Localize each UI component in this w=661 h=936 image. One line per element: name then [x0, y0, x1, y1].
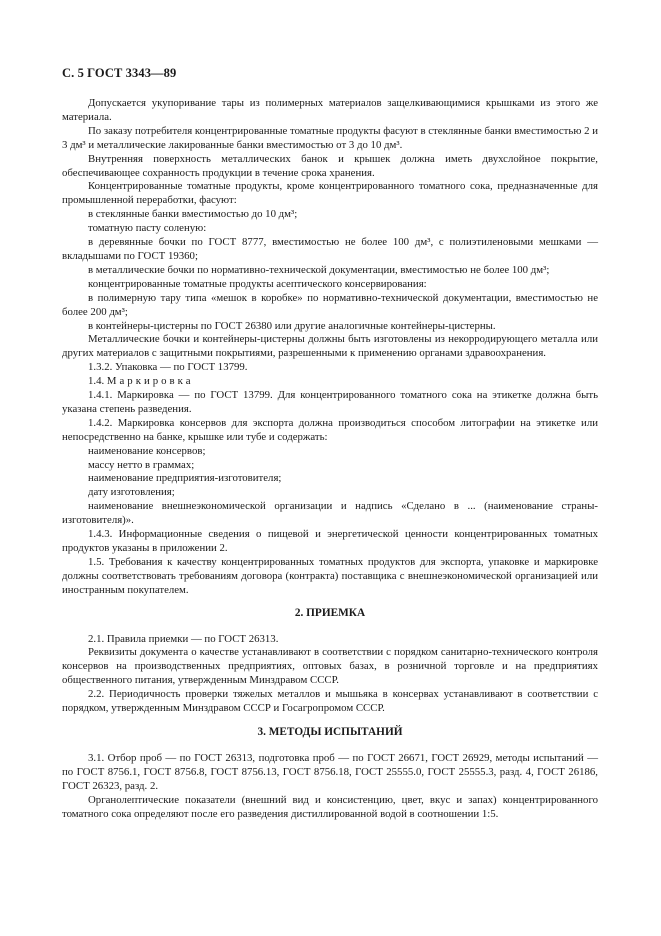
list-item: томатную пасту соленую: — [88, 222, 207, 235]
clause-2-2: 2.2. Периодичность проверки тяжелых металлов и мышьяка в консервах устанавливают в соответствии с порядком, утвержденным Минздравом СССР и Госагропромом СССР. — [62, 688, 598, 715]
paragraph: Концентрированные томатные продукты, кроме концентрированного томатного сока, предназначенные для промышленной переработки, фасуют: — [62, 180, 598, 207]
clause-1-4-3: 1.4.3. Информационные сведения о пищевой и энергетической ценности концентрированных томатных продуктов указаны в приложении 2. — [62, 528, 598, 554]
list-item: наименование предприятия-изготовителя; — [88, 472, 282, 485]
list-item: в стеклянные банки вместимостью до 10 дм³; — [88, 208, 298, 221]
paragraph: Допускается укупоривание тары из полимерных материалов защелкивающимися крышками из этого же материала. — [62, 97, 598, 123]
clause-1-3-2: 1.3.2. Упаковка — по ГОСТ 13799. — [88, 361, 248, 374]
section-3-title: 3. МЕТОДЫ ИСПЫТАНИЙ — [257, 725, 403, 738]
clause-title: Маркировка — [106, 375, 194, 388]
page-header: С. 5 ГОСТ 3343—89 — [62, 66, 177, 80]
clause-2-1: 2.1. Правила приемки — по ГОСТ 26313. — [88, 632, 279, 645]
clause-1-4-2: 1.4.2. Маркировка консервов для экспорта должна производиться способом литографии на этикетке или непосредственно на банке, крышке или тубе и содержать: — [62, 416, 598, 443]
list-item: в металлические бочки по нормативно-технической документации, вместимостью не более 100 дм³; — [88, 263, 550, 276]
clause-3-1: 3.1. Отбор проб — по ГОСТ 26313, подготовка проб — по ГОСТ 26671, ГОСТ 26929, методы испытаний — по ГОСТ 8756.1, ГОСТ 8756.8, ГОСТ 8756.13, ГОСТ 8756.18, ГОСТ 25555.0, ГОСТ 25555.3, разд. 4, ГОСТ 26186, ГОСТ 26323, разд. 2. — [62, 751, 598, 792]
clause-1-5: 1.5. Требования к качеству концентрированных томатных продуктов для экспорта, упаковке и маркировке должны соответствовать требованиям договора (контракта) поставщика с внешнеэкономической организацией или иностранным покупателем. — [62, 555, 598, 596]
list-item: наименование внешнеэкономической организации и надпись «Сделано в ... (наименование страны-изготовителя)». — [62, 500, 598, 527]
document-body — [62, 97, 598, 821]
list-item: концентрированные томатные продукты асептического консервирования: — [88, 277, 427, 290]
list-item: дату изготовления; — [88, 486, 175, 499]
paragraph: Органолептические показатели (внешний вид и консистенцию, цвет, вкус и запах) концентрированного томатного сока определяют после его разведения дистиллированной водой в соотношении 1:5. — [62, 793, 598, 820]
section-2-title: 2. ПРИЕМКА — [294, 606, 366, 619]
paragraph: Внутренняя поверхность металлических банок и крышек должна иметь двухслойное покрытие, обеспечивающее сохранность продукции в течение срока хранения. — [62, 152, 598, 179]
clause-1-4-1: 1.4.1. Маркировка — по ГОСТ 13799. Для концентрированного томатного сока на этикетке должна быть указана степень разведения. — [62, 389, 598, 415]
list-item: в деревянные бочки по ГОСТ 8777, вместимостью не более 100 дм³, с полиэтиленовыми мешками — вкладышами по ГОСТ 19360; — [62, 236, 598, 262]
paragraph: По заказу потребителя концентрированные томатные продукты фасуют в стеклянные банки вместимостью 2 и 3 дм³ и металлические лакированные банки вместимостью от 3 до 10 дм³. — [62, 124, 598, 151]
paragraph: Металлические бочки и контейнеры-цистерны должны быть изготовлены из некорродирующего металла или других материалов с защитными покрытиями, разрешенными к применению органами здравоохранения. — [62, 333, 598, 360]
paragraph: Реквизиты документа о качестве устанавливают в соответствии с порядком санитарно-технического контроля консервов на производственных предприятиях, оптовых базах, в розничной торговле и на предприятиях общественного питания, утвержденным Минздравом СССР. — [62, 646, 598, 687]
list-item: в контейнеры-цистерны по ГОСТ 26380 или другие аналогичные контейнеры-цистерны. — [88, 319, 496, 332]
list-item: наименование консервов; — [88, 444, 206, 457]
clause-number: 1.4. — [88, 375, 105, 388]
clause-1-4-heading — [62, 375, 598, 389]
list-item: массу нетто в граммах; — [88, 458, 195, 471]
list-item: в полимерную тару типа «мешок в коробке» по нормативно-технической документации, вместимостью не более 200 дм³; — [62, 291, 598, 318]
